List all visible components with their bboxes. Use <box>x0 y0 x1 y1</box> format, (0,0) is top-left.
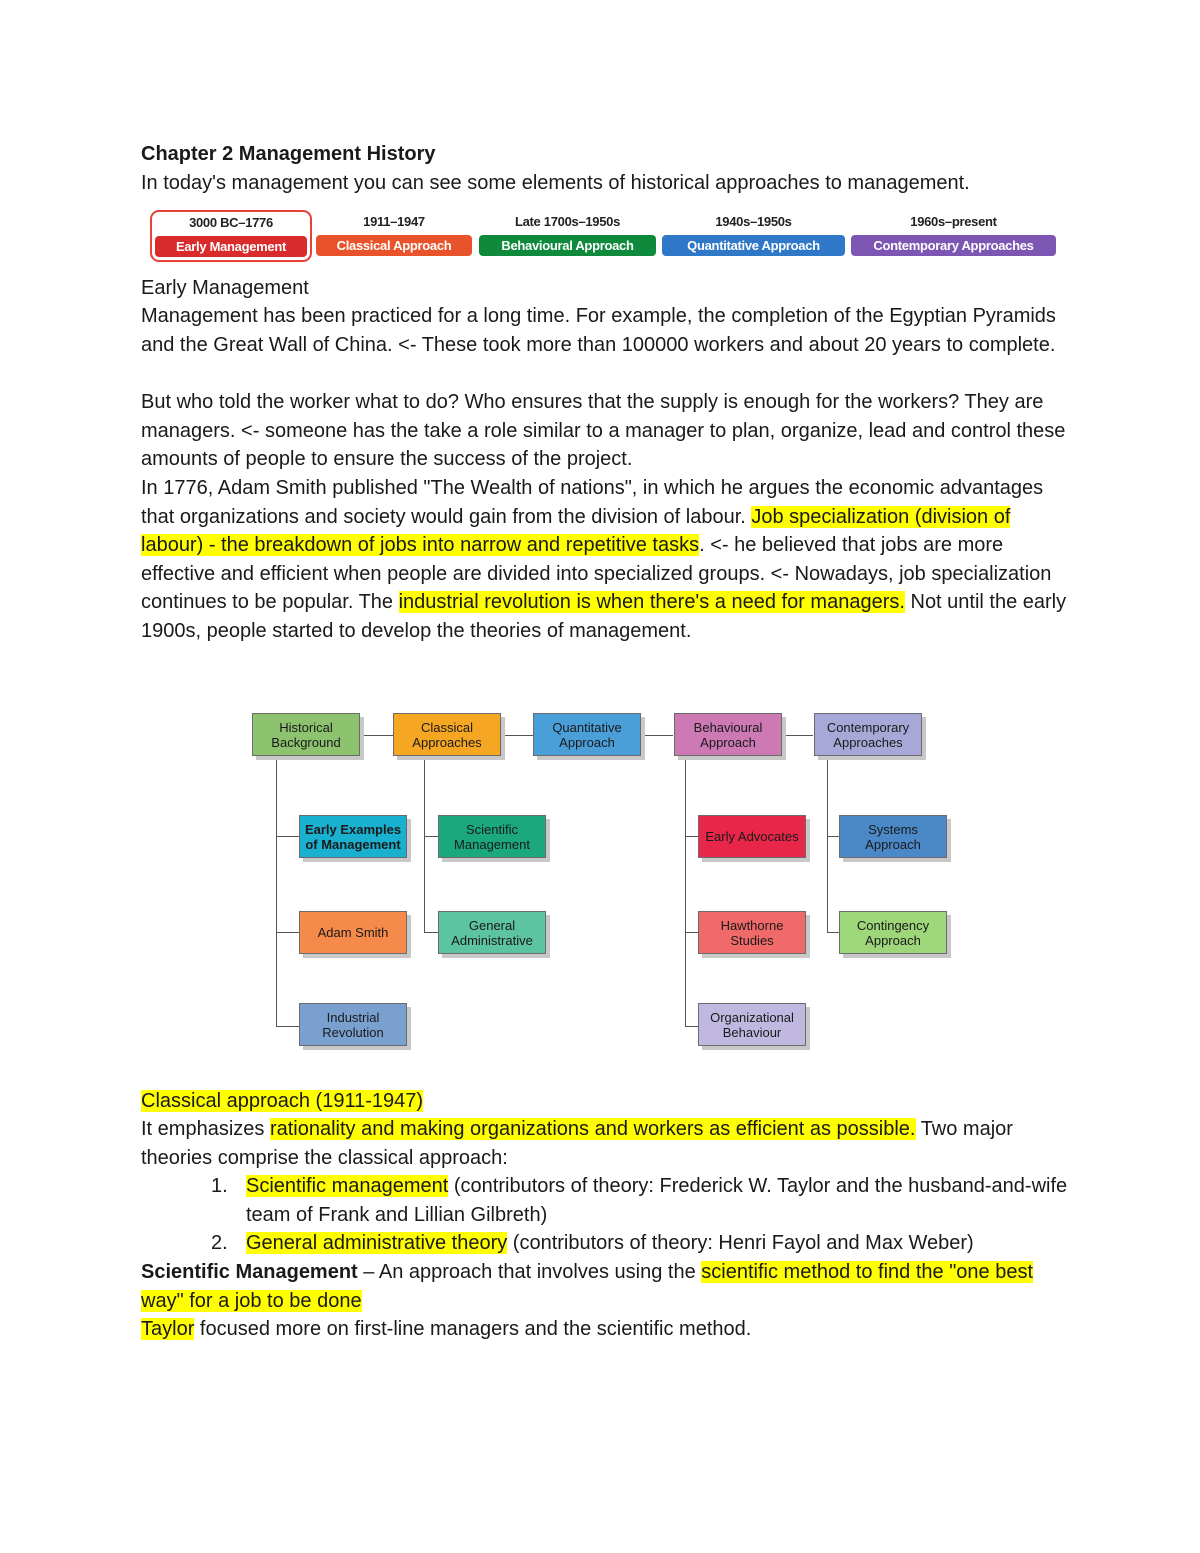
connector <box>641 735 673 736</box>
text-run: In 1776, Adam Smith published "The Wealth of nations", in which he argues the economic advantages that organizations and society would gain from the division of labour. <box>141 477 1044 528</box>
text-run: . <- he believed that jobs are more effective and efficient when people are divided into specialized groups. <- Nowadays, job specialization continues to be popular. The <box>141 534 1052 614</box>
connector <box>781 735 813 736</box>
node-scientific-management: Scientific Management <box>438 815 546 858</box>
early-paragraph-2: But who told the worker what to do? Who ensures that the supply is enough for the workers? They are managers. <- someone has the take a role similar to a manager to plan, organize, lead and control these amounts of people to ensure the success of the project. <box>141 391 1066 471</box>
connector <box>424 932 438 933</box>
connector <box>685 1026 698 1027</box>
classical-heading <box>141 1087 1071 1116</box>
timeline-bar: Contemporary Approaches <box>851 235 1056 256</box>
text-run: It emphasizes <box>141 1118 270 1140</box>
text-run: Not until the early 1900s, people started to develop the theories of management. <box>141 591 1067 642</box>
connector <box>685 932 698 933</box>
scientific-management-definition <box>141 1258 1071 1315</box>
text-run: scientific method to find the "one best way" for a job to be done <box>141 1261 1034 1312</box>
highlight-rationality: rationality and making organizations and workers as efficient as possible. <box>269 1118 916 1140</box>
timeline-date: 1940s–1950s <box>715 214 792 229</box>
highlight-industrial-revolution: industrial revolution is when there's a need for managers. <box>398 591 905 614</box>
text-run: (contributors of theory: Frederick W. Taylor and the husband-and-wife team of Frank and Lillian Gilbreth) <box>246 1175 1068 1226</box>
node-adam-smith: Adam Smith <box>299 911 407 954</box>
connector <box>685 757 686 1027</box>
highlight-job-specialization: Job specialization (division of labour) - the breakdown of jobs into narrow and repetitive tasks <box>141 505 1011 557</box>
node-general-administrative: General Administrative <box>438 911 546 954</box>
timeline-date: Late 1700s–1950s <box>514 214 621 229</box>
connector <box>276 836 299 837</box>
taylor-paragraph <box>141 1315 1071 1344</box>
timeline-bar: Early Management <box>155 236 307 257</box>
text-run: General administrative theory <box>246 1232 508 1254</box>
timeline-behavioural-approach <box>479 210 656 262</box>
text-run: Two major theories comprise the classical approach: <box>141 1118 1013 1169</box>
connector <box>276 1026 299 1027</box>
early-paragraph-3 <box>141 474 1071 646</box>
connector <box>501 735 533 736</box>
node-historical-background: Historical Background <box>252 713 360 756</box>
node-early-advocates: Early Advocates <box>698 815 806 858</box>
node-behavioural-approach: Behavioural Approach <box>674 713 782 756</box>
node-classical-approaches: Classical Approaches <box>393 713 501 756</box>
connector <box>424 757 425 933</box>
text-run: Classical approach (1911-1947) <box>141 1090 424 1112</box>
connector <box>827 932 839 933</box>
node-contemporary-approaches: Contemporary Approaches <box>814 713 922 756</box>
list-item-scientific-management <box>246 1172 1076 1229</box>
connector <box>276 932 299 933</box>
node-industrial-revolution: Industrial Revolution <box>299 1003 407 1046</box>
connector <box>685 836 698 837</box>
text-run: – An approach that involves using the <box>357 1261 702 1283</box>
chapter-title: Chapter 2 Management History <box>141 143 436 165</box>
connector <box>827 836 839 837</box>
timeline-date: 3000 BC–1776 <box>189 215 273 230</box>
timeline-date: 1960s–present <box>910 214 997 229</box>
text-run: (contributors of theory: Henri Fayol and Max Weber) <box>507 1232 974 1254</box>
timeline-quantitative-approach <box>662 210 845 262</box>
timeline-early-management <box>150 210 312 262</box>
timeline-bar: Quantitative Approach <box>662 235 845 256</box>
list-number-2: 2. <box>211 1232 228 1254</box>
node-systems-approach: Systems Approach <box>839 815 947 858</box>
list-number-1: 1. <box>211 1175 228 1197</box>
node-contingency-approach: Contingency Approach <box>839 911 947 954</box>
timeline-date: 1911–1947 <box>363 214 425 229</box>
classical-paragraph <box>141 1115 1071 1172</box>
timeline-classical-approach <box>316 210 472 262</box>
connector <box>361 735 393 736</box>
node-quantitative-approach: Quantitative Approach <box>533 713 641 756</box>
early-heading: Early Management <box>141 277 309 299</box>
timeline-contemporary-approaches <box>851 210 1056 262</box>
list-item-general-administrative <box>246 1229 1076 1258</box>
connector <box>276 757 277 1027</box>
connector <box>827 757 828 933</box>
timeline-bar: Behavioural Approach <box>479 235 656 256</box>
text-run: Scientific management <box>246 1175 449 1197</box>
intro-text: In today's management you can see some elements of historical approaches to management. <box>141 172 970 194</box>
early-paragraph-1: Management has been practiced for a long time. For example, the completion of the Egyptian Pyramids and the Great Wall of China. <- These took more than 100000 workers and about 20 years to complete. <box>141 305 1056 356</box>
node-early-examples: Early Examples of Management <box>299 815 407 858</box>
text-run: Scientific Management <box>141 1261 358 1283</box>
node-hawthorne-studies: Hawthorne Studies <box>698 911 806 954</box>
connector <box>424 836 438 837</box>
text-run: Taylor <box>141 1318 195 1340</box>
timeline-bar: Classical Approach <box>316 235 472 256</box>
text-run: focused more on first-line managers and the scientific method. <box>194 1318 752 1340</box>
node-organizational-behaviour: Organizational Behaviour <box>698 1003 806 1046</box>
